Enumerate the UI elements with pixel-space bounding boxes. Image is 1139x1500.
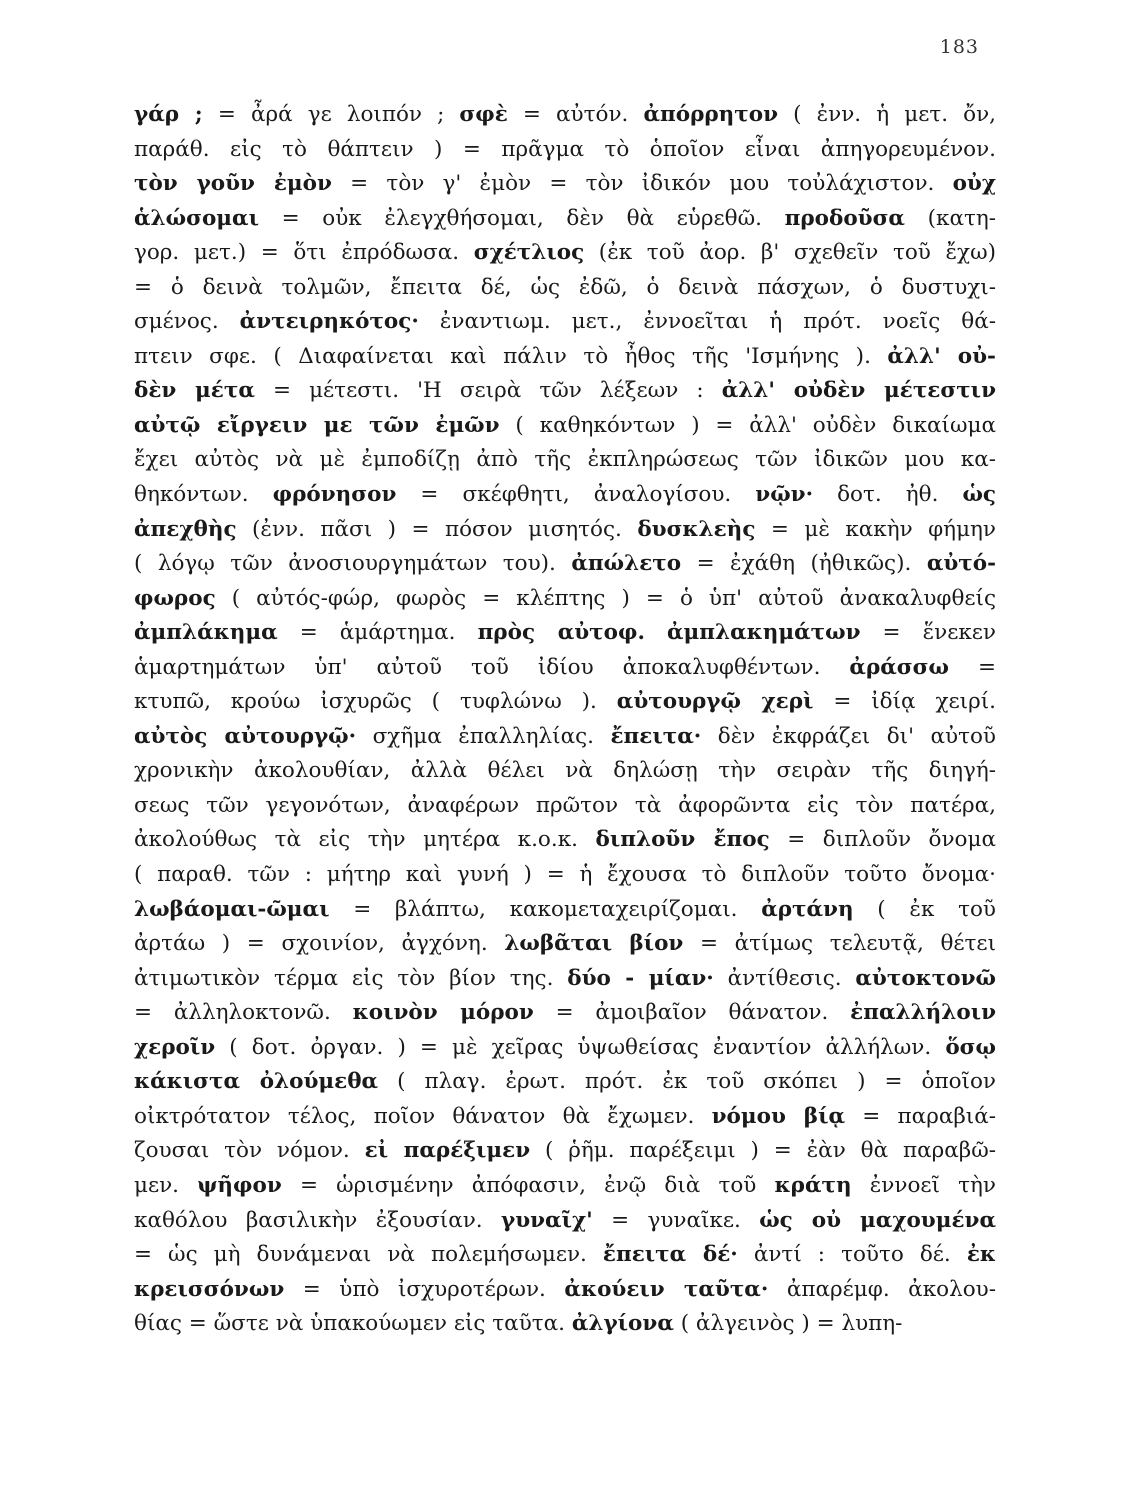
text-line: [134, 1204, 996, 1239]
lemma-term: προδοῦσα: [784, 205, 905, 231]
gloss-text: σεως τῶν γεγονότων, ἀναφέρων πρῶτον τὰ ἀφορῶντα εἰς τὸν πατέρα,: [134, 792, 996, 818]
gloss-text: χρονικὴν ἀκολουθίαν, ἀλλὰ θέλει νὰ δηλώσῃ τὴν σειρὰν τῆς διηγή-: [134, 758, 996, 784]
gloss-text: = ἀλληλοκτονῶ.: [134, 1000, 353, 1026]
lemma-term: κάκιστα ὀλούμεθα: [134, 1069, 379, 1095]
text-line: [134, 133, 996, 168]
gloss-text: ἁμαρτημάτων ὑπ' αὐτοῦ τοῦ ἰδίου ἀποκαλυφθέντων.: [134, 654, 850, 680]
lemma-term: σχέτλιος: [473, 240, 585, 266]
gloss-text: = ὑπὸ ἰσχυροτέρων.: [284, 1276, 565, 1302]
lemma-term: φρόνησον: [272, 482, 397, 508]
lemma-term: οὐχ: [952, 171, 996, 197]
text-line: [134, 754, 996, 789]
gloss-text: = ἀμοιβαῖον θάνατον.: [533, 1000, 851, 1026]
gloss-text: πτειν σφε. ( Διαφαίνεται καὶ πάλιν τὸ ἦθος τῆς 'Ισμήνης ).: [134, 343, 888, 369]
text-line: [134, 271, 996, 306]
lemma-term: ὅσῳ: [945, 1034, 996, 1060]
text-line: [134, 374, 996, 409]
gloss-text: = ἁμάρτημα.: [277, 620, 478, 646]
gloss-text: ( καθηκόντων ) = ἀλλ' οὐδὲν δικαίωμα: [499, 412, 996, 438]
lemma-term: ἀπεχθὴς: [134, 516, 237, 542]
lemma-term: τὸν γοῦν ἐμὸν: [134, 171, 332, 197]
gloss-text: =: [949, 654, 996, 680]
lemma-term: διπλοῦν ἔπος: [595, 827, 770, 853]
lemma-term: ἀλλ' οὐ-: [887, 343, 996, 369]
text-line: [134, 1169, 996, 1204]
gloss-text: ἔχει αὐτὸς νὰ μὲ ἐμποδίζῃ ἀπὸ τῆς ἐκπληρώσεως τῶν ἰδικῶν μου κα-: [134, 447, 996, 473]
gloss-text: = ἀτίμως τελευτᾷ, θέτει: [683, 931, 996, 957]
gloss-text: = ὁ δεινὰ τολμῶν, ἔπειτα δέ, ὡς ἐδῶ, ὁ δεινὰ πάσχων, ὁ δυστυχι-: [134, 274, 996, 300]
lemma-term: σφὲ: [459, 102, 508, 127]
gloss-text: = παραβιά-: [845, 1103, 996, 1129]
text-line: [134, 789, 996, 824]
lemma-term: νόμου βίᾳ: [711, 1103, 846, 1129]
lemma-term: ἔπειτα·: [610, 723, 702, 749]
lemma-term: κοινὸν μόρον: [352, 1000, 534, 1026]
lemma-term: νῷν·: [755, 482, 814, 508]
text-line: [134, 616, 996, 651]
text-line: [134, 651, 996, 686]
gloss-text: = ἰδίᾳ χειρί.: [813, 689, 996, 715]
text-line: [134, 1273, 996, 1308]
text-line: [134, 893, 996, 928]
lemma-term: ὡς: [962, 482, 996, 508]
lemma-term: ἀλλ' οὐδὲν μέτεστιν: [721, 378, 996, 404]
text-line: [134, 478, 996, 513]
lemma-term: δὲν μέτα: [134, 378, 255, 404]
text-line: [134, 340, 996, 375]
text-line: [134, 858, 996, 893]
gloss-text: ( ἐκ τοῦ: [853, 896, 996, 922]
gloss-text: δοτ. ἠθ.: [813, 482, 963, 508]
lemma-term: εἰ παρέξιμεν: [364, 1138, 531, 1164]
gloss-text: (ἐνν. πᾶσι ) = πόσον μισητός.: [236, 516, 638, 542]
gloss-text: ἀντί : τοῦτο δέ.: [737, 1242, 967, 1268]
lemma-term: γυναῖχ': [501, 1207, 593, 1233]
gloss-text: = ἐχάθη (ἠθικῶς).: [681, 551, 927, 577]
text-line: [134, 1031, 996, 1066]
gloss-text: ζουσαι τὸν νόμον.: [134, 1138, 365, 1164]
text-line: [134, 962, 996, 997]
lemma-term: δύο - μίαν·: [567, 965, 714, 991]
gloss-text: ( δοτ. ὀργαν. ) = μὲ χεῖρας ὑψωθείσας ἐναντίον ἀλλήλων.: [215, 1034, 946, 1060]
gloss-text: ( παραθ. τῶν : μήτηρ καὶ γυνή ) = ἡ ἔχουσα τὸ διπλοῦν τοῦτο ὄνομα·: [134, 862, 996, 888]
lemma-term: φωρος: [134, 585, 216, 611]
lemma-term: γάρ ;: [134, 102, 203, 127]
text-line: [134, 1100, 996, 1135]
gloss-text: = ἆρά γε λοιπόν ;: [202, 102, 460, 127]
gloss-text: (κατη-: [904, 205, 996, 231]
gloss-text: (ἐκ τοῦ ἀορ. β' σχεθεῖν τοῦ ἔχω): [584, 240, 996, 266]
gloss-text: ἐννοεῖ τὴν: [851, 1172, 996, 1198]
gloss-text: παράθ. εἰς τὸ θάπτειν ) = πρᾶγμα τὸ ὁποῖον εἶναι ἀπηγορευμένον.: [134, 136, 996, 162]
gloss-text: ( ῥῆμ. παρέξειμι ) = ἐὰν θὰ παραβῶ-: [530, 1138, 996, 1164]
gloss-text: = σκέφθητι, ἀναλογίσου.: [396, 482, 756, 508]
lemma-term: κρεισσόνων: [134, 1276, 285, 1302]
commentary-text: [134, 98, 996, 1342]
text-line: [134, 1134, 996, 1169]
text-line: [134, 1065, 996, 1100]
lemma-term: ἐπαλλήλοιν: [850, 1000, 996, 1026]
gloss-text: ( ἀλγεινὸς ) = λυπη-: [673, 1311, 903, 1337]
gloss-text: ( ἐνν. ἡ μετ. ὄν,: [778, 102, 996, 127]
lemma-term: ἀπόρρητον: [643, 102, 779, 127]
lemma-term: αὐτὸς αὐτουργῷ·: [134, 723, 357, 749]
text-line: [134, 167, 996, 202]
lemma-term: ἐκ: [966, 1242, 996, 1268]
lemma-term: αὐτῷ εἴργειν με τῶν ἐμῶν: [134, 412, 500, 438]
lemma-term: ψῆφον: [197, 1172, 282, 1198]
page-number: 183: [939, 36, 979, 58]
lemma-term: αὐτό-: [926, 551, 996, 577]
text-line: [134, 720, 996, 755]
text-line: [134, 582, 996, 617]
gloss-text: = αὐτόν.: [507, 102, 644, 127]
lemma-term: αὐτοκτονῶ: [855, 965, 996, 991]
text-line: [134, 1238, 996, 1273]
text-line: [134, 443, 996, 478]
text-line: [134, 513, 996, 548]
gloss-text: οἰκτρότατον τέλος, ποῖον θάνατον θὰ ἔχωμεν.: [134, 1103, 712, 1129]
lemma-term: ἀντειρηκότος·: [239, 309, 419, 335]
gloss-text: ( αὐτός-φώρ, φωρὸς = κλέπτης ) = ὁ ὑπ' αὐτοῦ ἀνακαλυφθείς: [215, 585, 996, 611]
lemma-term: ἀμπλάκημα: [134, 620, 278, 646]
gloss-text: γορ. μετ.) = ὅτι ἐπρόδωσα.: [134, 240, 474, 266]
gloss-text: ( πλαγ. ἐρωτ. πρότ. ἐκ τοῦ σκόπει ) = ὁποῖον: [378, 1069, 996, 1095]
text-line: [134, 685, 996, 720]
gloss-text: ( λόγῳ τῶν ἀνοσιουργημάτων του).: [134, 551, 572, 577]
gloss-text: καθόλου βασιλικὴν ἐξουσίαν.: [134, 1207, 502, 1233]
gloss-text: ἀπαρέμφ. ἀκολου-: [768, 1276, 996, 1302]
lemma-term: ἀρτάνη: [761, 896, 854, 922]
lemma-term: ἀλγίονα: [571, 1311, 674, 1337]
text-line: [134, 409, 996, 444]
lemma-term: ἀκούειν ταῦτα·: [564, 1276, 769, 1302]
text-line: [134, 202, 996, 237]
gloss-text: = βλάπτω, κακομεταχειρίζομαι.: [329, 896, 762, 922]
gloss-text: = τὸν γ' ἐμὸν = τὸν ἰδικόν μου τοὐλάχιστον.: [331, 171, 953, 197]
lemma-term: ἁλώσομαι: [134, 205, 259, 231]
gloss-text: [645, 620, 667, 645]
text-line: [134, 927, 996, 962]
lemma-term: ἀμπλακημάτων: [666, 620, 861, 646]
gloss-text: ἐναντιωμ. μετ., ἐννοεῖται ἡ πρότ. νοεῖς θά-: [418, 309, 996, 335]
text-line: [134, 1307, 996, 1342]
text-line: [134, 547, 996, 582]
gloss-text: = ὡρισμένην ἀπόφασιν, ἐνῷ διὰ τοῦ: [281, 1172, 775, 1198]
lemma-term: ἔπειτα δέ·: [602, 1242, 738, 1268]
gloss-text: = ἕνεκεν: [860, 620, 996, 646]
gloss-text: ἀντίθεσις.: [713, 965, 856, 991]
lemma-term: ἀπώλετο: [571, 551, 682, 577]
lemma-term: λωβᾶται βίον: [504, 931, 684, 957]
gloss-text: κτυπῶ, κρούω ἰσχυρῶς ( τυφλώνω ).: [134, 689, 617, 715]
gloss-text: θηκόντων.: [134, 482, 273, 508]
gloss-text: θίας = ὥστε νὰ ὑπακούωμεν εἰς ταῦτα.: [134, 1311, 572, 1337]
lemma-term: χεροῖν: [134, 1034, 216, 1060]
gloss-text: σχῆμα ἐπαλληλίας.: [356, 723, 611, 749]
gloss-text: = μέτεστι. 'Η σειρὰ τῶν λέξεων :: [254, 378, 722, 404]
text-line: [134, 98, 996, 133]
text-line: [134, 236, 996, 271]
lemma-term: αὐτουργῷ χερὶ: [616, 689, 814, 715]
lemma-term: δυσκλεὴς: [637, 516, 756, 542]
lemma-term: λωβάομαι-ῶμαι: [134, 896, 330, 922]
gloss-text: δὲν ἐκφράζει δι' αὐτοῦ: [701, 723, 996, 749]
gloss-text: σμένος.: [134, 309, 240, 335]
text-line: [134, 305, 996, 340]
gloss-text: = διπλοῦν ὄνομα: [769, 827, 996, 853]
gloss-text: μεν.: [134, 1172, 198, 1198]
gloss-text: = γυναῖκε.: [592, 1207, 760, 1233]
gloss-text: = οὐκ ἐλεγχθήσομαι, δὲν θὰ εὑρεθῶ.: [258, 205, 785, 231]
text-line: [134, 996, 996, 1031]
gloss-text: ἀτιμωτικὸν τέρμα εἰς τὸν βίον της.: [134, 965, 568, 991]
gloss-text: ἀρτάω ) = σχοινίον, ἀγχόνη.: [134, 931, 505, 957]
gloss-text: = ὡς μὴ δυνάμεναι νὰ πολεμήσωμεν.: [134, 1242, 603, 1268]
text-line: [134, 823, 996, 858]
lemma-term: ἀράσσω: [849, 654, 949, 680]
lemma-term: ὡς οὐ μαχουμένα: [759, 1207, 996, 1233]
gloss-text: ἀκολούθως τὰ εἰς τὴν μητέρα κ.ο.κ.: [134, 827, 596, 853]
gloss-text: = μὲ κακὴν φήμην: [755, 516, 996, 542]
lemma-term: πρὸς αὐτοφ.: [477, 620, 645, 646]
lemma-term: κράτη: [774, 1172, 852, 1198]
